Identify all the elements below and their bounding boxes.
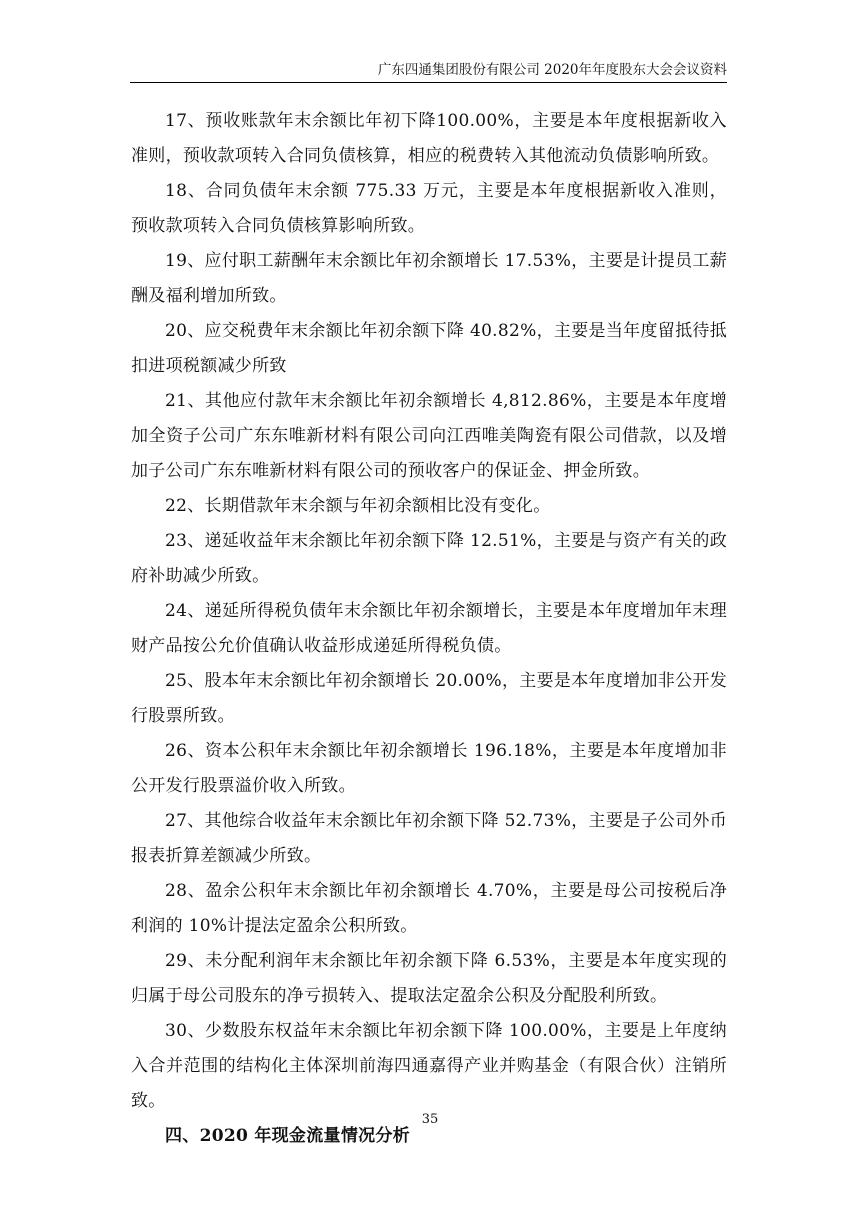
document-body [131,104,727,1154]
paragraph-29-undistributed-profit: 29、未分配利润年末余额比年初余额下降 6.53%，主要是本年度实现的归属于母公司股东的净亏损转入、提取法定盈余公积及分配股利所致。 [131,951,727,1006]
page-header: 广东四通集团股份有限公司 2020年年度股东大会会议资料 [377,62,727,78]
paragraph-23-deferred-income: 23、递延收益年末余额比年初余额下降 12.51%，主要是与资产有关的政府补助减少所致。 [131,531,727,586]
header-rule [130,82,727,83]
paragraph-19-employee-payables: 19、应付职工薪酬年末余额比年初余额增长 17.53%，主要是计提员工薪酬及福利增加所致。 [131,251,727,306]
page-number: 35 [421,1112,439,1127]
paragraph-18-contract-liabilities: 18、合同负债年末余额 775.33 万元，主要是本年度根据新收入准则，预收款项转入合同负债核算影响所致。 [131,181,727,236]
paragraph-24-deferred-tax-liabilities: 24、递延所得税负债年末余额比年初余额增长，主要是本年度增加年末理财产品按公允价值确认收益形成递延所得税负债。 [131,601,727,656]
paragraph-21-other-payables: 21、其他应付款年末余额比年初余额增长 4,812.86%，主要是本年度增加全资子公司广东东唯新材料有限公司向江西唯美陶瓷有限公司借款，以及增加子公司广东东唯新材料有限公司的预收客户的保证金、押金所致。 [131,391,727,481]
paragraph-28-surplus-reserve: 28、盈余公积年末余额比年初余额增长 4.70%，主要是母公司按税后净利润的 10%计提法定盈余公积所致。 [131,881,727,936]
section-heading-cash-flow: 四、2020 年现金流量情况分析 [165,1126,411,1146]
paragraph-27-other-comprehensive-income: 27、其他综合收益年末余额比年初余额下降 52.73%，主要是子公司外币报表折算差额减少所致。 [131,811,727,866]
paragraph-25-share-capital: 25、股本年末余额比年初余额增长 20.00%，主要是本年度增加非公开发行股票所致。 [131,671,727,726]
paragraph-26-capital-reserve: 26、资本公积年末余额比年初余额增长 196.18%，主要是本年度增加非公开发行股票溢价收入所致。 [131,741,727,796]
paragraph-30-minority-interest: 30、少数股东权益年末余额比年初余额下降 100.00%，主要是上年度纳入合并范围的结构化主体深圳前海四通嘉得产业并购基金（有限合伙）注销所致。 [131,1021,727,1111]
paragraph-17-advance-receipts: 17、预收账款年末余额比年初下降100.00%，主要是本年度根据新收入准则，预收款项转入合同负债核算，相应的税费转入其他流动负债影响所致。 [131,111,727,166]
paragraph-20-taxes-payable: 20、应交税费年末余额比年初余额下降 40.82%，主要是当年度留抵待抵扣进项税额减少所致 [131,321,727,376]
paragraph-22-long-term-loans: 22、长期借款年末余额与年初余额相比没有变化。 [165,496,551,516]
